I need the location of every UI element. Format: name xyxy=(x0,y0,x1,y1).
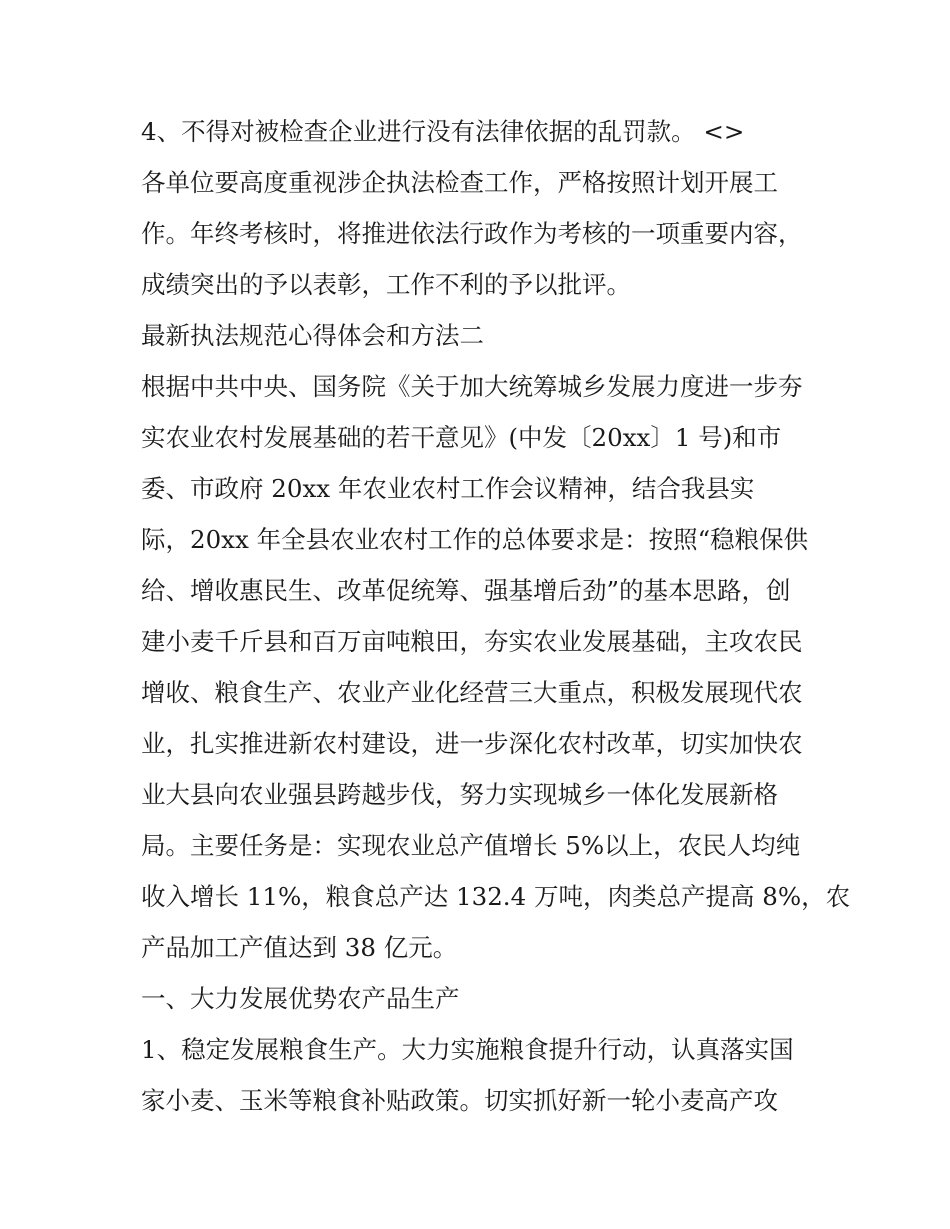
text-line: 业，扎实推进新农村建设，进一步深化农村改革，切实加快农 xyxy=(141,729,803,758)
text-line: 1、稳定发展粮食生产。大力实施粮食提升行动，认真落实国 xyxy=(141,1035,794,1064)
text-line: 际，20xx 年全县农业农村工作的总体要求是：按照“稳粮保供 xyxy=(141,525,809,554)
text-line: 业大县向农业强县跨越步伐，努力实现城乡一体化发展新格 xyxy=(141,780,778,809)
text-line: 给、增收惠民生、改革促统筹、强基增后劲”的基本思路，创 xyxy=(141,576,791,605)
text-line: 实农业农村发展基础的若干意见》(中发〔20xx〕1 号)和市 xyxy=(141,423,782,452)
text-line: 局。主要任务是：实现农业总产值增长 5%以上，农民人均纯 xyxy=(141,831,801,860)
text-line: 家小麦、玉米等粮食补贴政策。切实抓好新一轮小麦高产攻 xyxy=(141,1086,778,1115)
section-heading: 最新执法规范心得体会和方法二 xyxy=(141,321,484,350)
text-line: 4、不得对被检查企业进行没有法律依据的乱罚款。 <> xyxy=(141,117,745,146)
text-line: 成绩突出的予以表彰，工作不利的予以批评。 xyxy=(141,270,631,299)
text-line: 收入增长 11%，粮食总产达 132.4 万吨，肉类总产提高 8%，农 xyxy=(141,882,851,911)
text-line: 产品加工产值达到 38 亿元。 xyxy=(141,933,458,962)
text-line: 作。年终考核时，将推进依法行政作为考核的一项重要内容， xyxy=(141,219,803,248)
text-line: 委、市政府 20xx 年农业农村工作会议精神，结合我县实 xyxy=(141,474,755,503)
document-body xyxy=(141,106,851,1126)
text-line: 增收、粮食生产、农业产业化经营三大重点，积极发展现代农 xyxy=(141,678,803,707)
text-line: 根据中共中央、国务院《关于加大统筹城乡发展力度进一步夯 xyxy=(141,372,803,401)
text-line: 建小麦千斤县和百万亩吨粮田，夯实农业发展基础，主攻农民 xyxy=(141,627,803,656)
text-line: 各单位要高度重视涉企执法检查工作，严格按照计划开展工 xyxy=(141,168,778,197)
section-heading: 一、大力发展优势农产品生产 xyxy=(141,984,460,1013)
